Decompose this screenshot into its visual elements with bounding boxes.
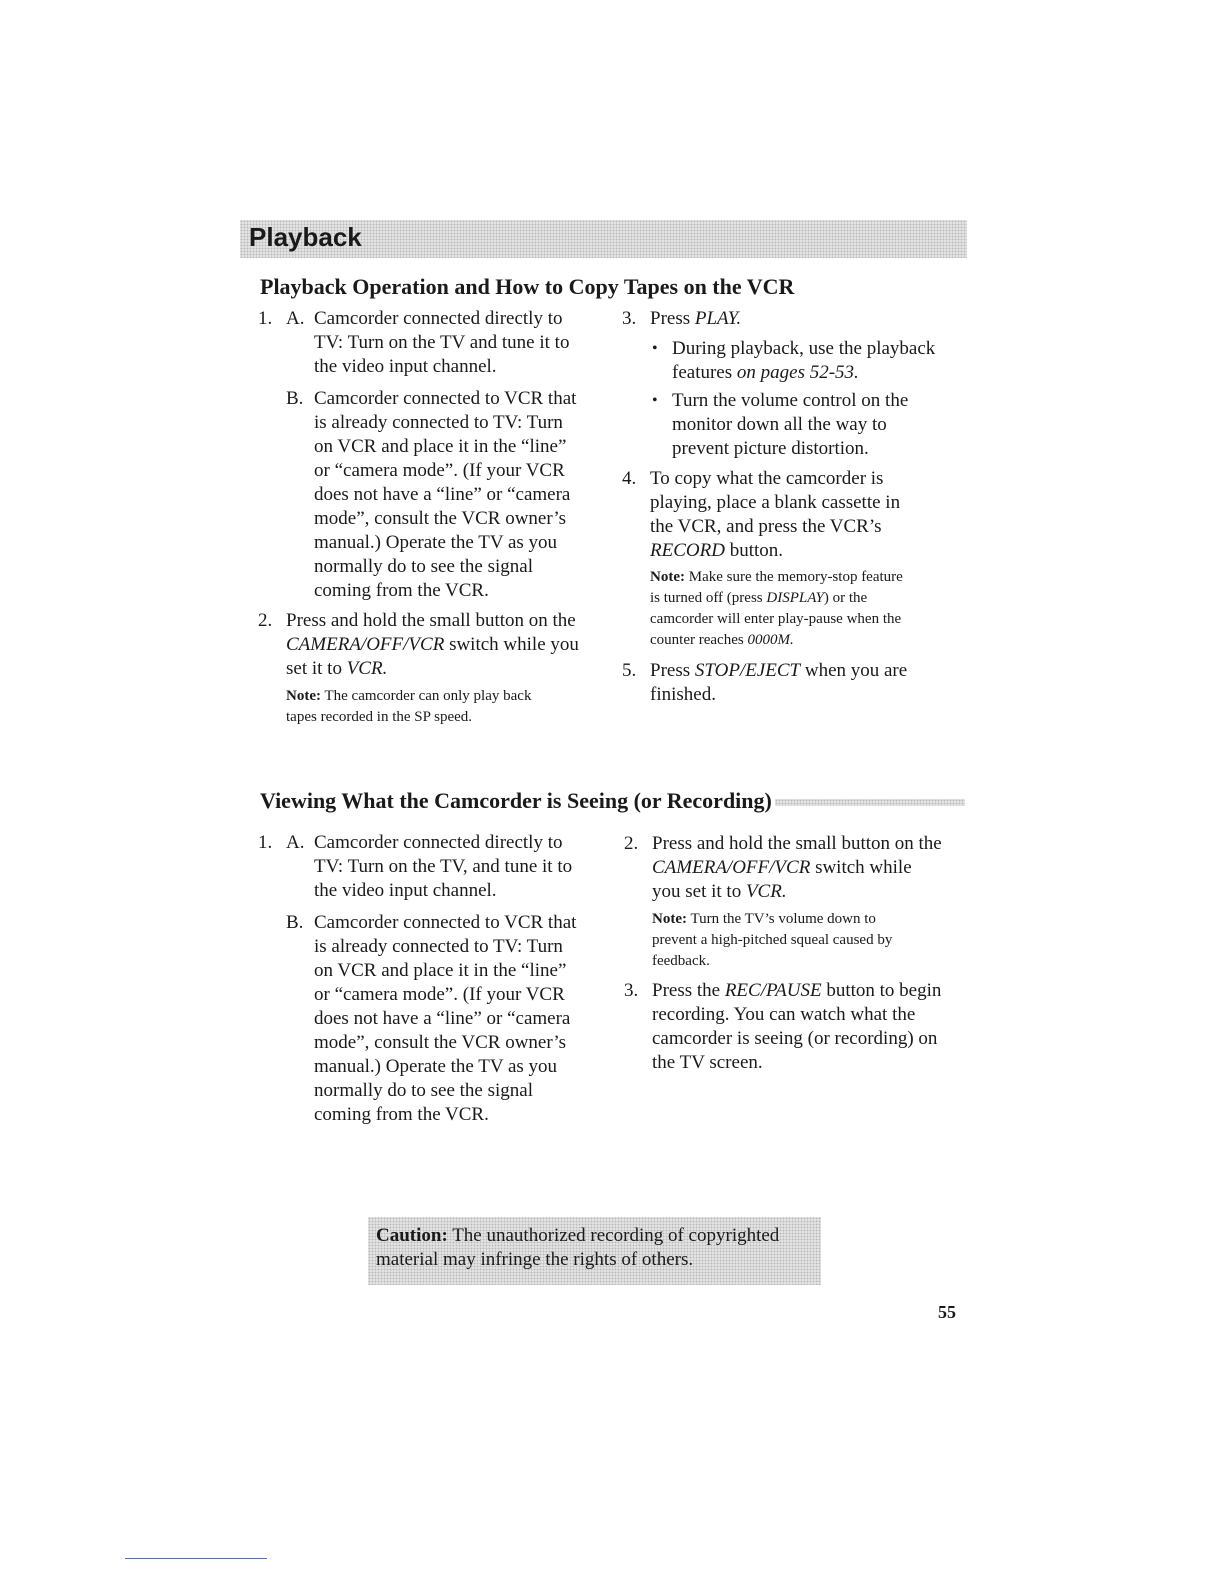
text-run: The camcorder can only play back bbox=[320, 688, 532, 704]
bullet-icon: • bbox=[652, 340, 658, 357]
text-line: Camcorder connected directly to bbox=[314, 832, 563, 853]
text-line: tapes recorded in the SP speed. bbox=[286, 709, 473, 725]
bullet-1-text bbox=[672, 337, 972, 385]
text-line: camcorder is seeing (or recording) on bbox=[652, 1028, 938, 1049]
step-5-text bbox=[650, 659, 970, 707]
text-line: does not have a “line” or “camera bbox=[314, 484, 571, 505]
caution-box bbox=[368, 1217, 821, 1285]
text-line: recording. You can watch what the bbox=[652, 1004, 916, 1025]
mode-name: VCR. bbox=[745, 881, 787, 902]
substep-letter: A. bbox=[286, 308, 305, 329]
step-number: 5. bbox=[622, 660, 637, 681]
step-number: 2. bbox=[624, 833, 639, 854]
substep-letter: A. bbox=[286, 832, 305, 853]
text-line bbox=[652, 856, 972, 880]
note-label: Note: bbox=[286, 688, 321, 704]
text-run: set it to bbox=[286, 658, 347, 679]
note bbox=[652, 909, 982, 972]
button-name: REC/PAUSE bbox=[724, 980, 822, 1001]
counter-value: 0000M. bbox=[747, 632, 794, 648]
text-line: normally do to see the signal bbox=[314, 1080, 533, 1101]
text-run: Turn the TV’s volume down to bbox=[686, 911, 876, 927]
text-line: TV: Turn on the TV, and tune it to bbox=[314, 856, 573, 877]
text-line bbox=[376, 1224, 816, 1248]
text-run: switch while bbox=[810, 857, 912, 878]
button-name: PLAY. bbox=[694, 308, 742, 329]
substep-a-text bbox=[314, 307, 569, 379]
text-line bbox=[650, 659, 970, 683]
text-run: button. bbox=[724, 540, 783, 561]
step-number: 1. bbox=[258, 832, 273, 853]
mode-name: VCR. bbox=[346, 658, 388, 679]
text-run: switch while you bbox=[444, 634, 579, 655]
text-run: The unauthorized recording of copyrighted bbox=[447, 1225, 780, 1246]
text-line: coming from the VCR. bbox=[314, 1104, 489, 1125]
note-label: Note: bbox=[650, 569, 685, 585]
step-number: 3. bbox=[624, 980, 639, 1001]
step-2-text bbox=[652, 832, 972, 904]
substep-letter: B. bbox=[286, 912, 304, 933]
text-line: TV: Turn on the TV and tune it to bbox=[314, 332, 570, 353]
text-line bbox=[650, 630, 980, 651]
text-line: coming from the VCR. bbox=[314, 580, 489, 601]
text-line: Camcorder connected to VCR that bbox=[314, 912, 577, 933]
text-line: Press and hold the small button on the bbox=[286, 610, 576, 631]
text-line: or “camera mode”. (If your VCR bbox=[314, 460, 565, 481]
step-4-text bbox=[650, 467, 970, 563]
text-run: Make sure the memory-stop feature bbox=[684, 569, 903, 585]
section-header-bar bbox=[240, 220, 967, 258]
caution-text bbox=[376, 1224, 816, 1272]
section2-heading: Viewing What the Camcorder is Seeing (or Recording) bbox=[260, 788, 772, 813]
step-number: 3. bbox=[622, 308, 637, 329]
text-line bbox=[650, 588, 980, 609]
text-line: or “camera mode”. (If your VCR bbox=[314, 984, 565, 1005]
text-line bbox=[652, 909, 982, 930]
footer-rule bbox=[125, 1558, 267, 1559]
text-line: the TV screen. bbox=[652, 1052, 763, 1073]
step-3-text bbox=[652, 979, 982, 1075]
text-line: normally do to see the signal bbox=[314, 556, 533, 577]
text-run: is turned off (press bbox=[650, 590, 767, 606]
switch-name: CAMERA/OFF/VCR bbox=[286, 634, 445, 655]
text-line: the video input channel. bbox=[314, 356, 497, 377]
bullet-icon: • bbox=[652, 392, 658, 409]
text-run: Press the bbox=[652, 980, 725, 1001]
text-line: monitor down all the way to bbox=[672, 414, 887, 435]
text-line: Press and hold the small button on the bbox=[652, 833, 942, 854]
text-line: manual.) Operate the TV as you bbox=[314, 1056, 558, 1077]
step-2-text bbox=[286, 609, 616, 681]
text-run: ) or the bbox=[823, 590, 868, 606]
text-line bbox=[286, 686, 616, 707]
text-line: Camcorder connected directly to bbox=[314, 308, 563, 329]
text-run: you set it to bbox=[652, 881, 746, 902]
text-line: mode”, consult the VCR owner’s bbox=[314, 1032, 567, 1053]
text-line: playing, place a blank cassette in bbox=[650, 492, 901, 513]
text-line: prevent picture distortion. bbox=[672, 438, 869, 459]
section1-heading: Playback Operation and How to Copy Tapes on the VCR bbox=[260, 274, 795, 299]
text-line: on VCR and place it in the “line” bbox=[314, 960, 567, 981]
text-run: counter reaches bbox=[650, 632, 748, 648]
text-run: button to begin bbox=[821, 980, 942, 1001]
page-number: 55 bbox=[938, 1302, 956, 1322]
text-line bbox=[286, 633, 616, 657]
page-title: Playback bbox=[249, 222, 362, 252]
substep-a-text bbox=[314, 831, 572, 903]
text-line bbox=[286, 657, 616, 681]
switch-name: CAMERA/OFF/VCR bbox=[652, 857, 811, 878]
text-line bbox=[652, 880, 972, 904]
step-3-text bbox=[650, 307, 741, 331]
text-line: on VCR and place it in the “line” bbox=[314, 436, 567, 457]
text-run: features bbox=[672, 362, 737, 383]
button-name: RECORD bbox=[650, 540, 725, 561]
text-run: Press bbox=[650, 308, 695, 329]
text-line: Turn the volume control on the bbox=[672, 390, 909, 411]
text-line: the video input channel. bbox=[314, 880, 497, 901]
text-line: feedback. bbox=[652, 953, 710, 969]
text-line bbox=[652, 979, 982, 1003]
text-line bbox=[650, 539, 970, 563]
step-number: 4. bbox=[622, 468, 637, 489]
text-line: During playback, use the playback bbox=[672, 338, 936, 359]
text-line: does not have a “line” or “camera bbox=[314, 1008, 571, 1029]
step-number: 2. bbox=[258, 610, 273, 631]
text-line: finished. bbox=[650, 684, 716, 705]
text-line: the VCR, and press the VCR’s bbox=[650, 516, 882, 537]
text-line: camcorder will enter play-pause when the bbox=[650, 611, 902, 627]
note-label: Note: bbox=[652, 911, 687, 927]
button-name: STOP/EJECT bbox=[694, 660, 801, 681]
step-number: 1. bbox=[258, 308, 273, 329]
text-line: To copy what the camcorder is bbox=[650, 468, 884, 489]
text-line bbox=[650, 567, 980, 588]
note bbox=[286, 686, 616, 728]
text-line bbox=[672, 361, 972, 385]
text-line: Camcorder connected to VCR that bbox=[314, 388, 577, 409]
substep-b-text bbox=[314, 387, 576, 603]
text-line: prevent a high-pitched squeal caused by bbox=[652, 932, 893, 948]
heading-dotted-rule bbox=[775, 799, 965, 806]
substep-b-text bbox=[314, 911, 576, 1127]
note bbox=[650, 567, 980, 651]
substep-letter: B. bbox=[286, 388, 304, 409]
text-line: material may infringe the rights of others. bbox=[376, 1249, 694, 1270]
button-name: DISPLAY bbox=[766, 590, 824, 606]
text-line: manual.) Operate the TV as you bbox=[314, 532, 558, 553]
caution-label: Caution: bbox=[376, 1225, 448, 1246]
text-run: when you are bbox=[800, 660, 908, 681]
text-line: mode”, consult the VCR owner’s bbox=[314, 508, 567, 529]
text-line: is already connected to TV: Turn bbox=[314, 412, 563, 433]
text-run: Press bbox=[650, 660, 695, 681]
page-reference: on pages 52-53. bbox=[736, 362, 859, 383]
bullet-2-text bbox=[672, 389, 972, 461]
text-line: is already connected to TV: Turn bbox=[314, 936, 563, 957]
